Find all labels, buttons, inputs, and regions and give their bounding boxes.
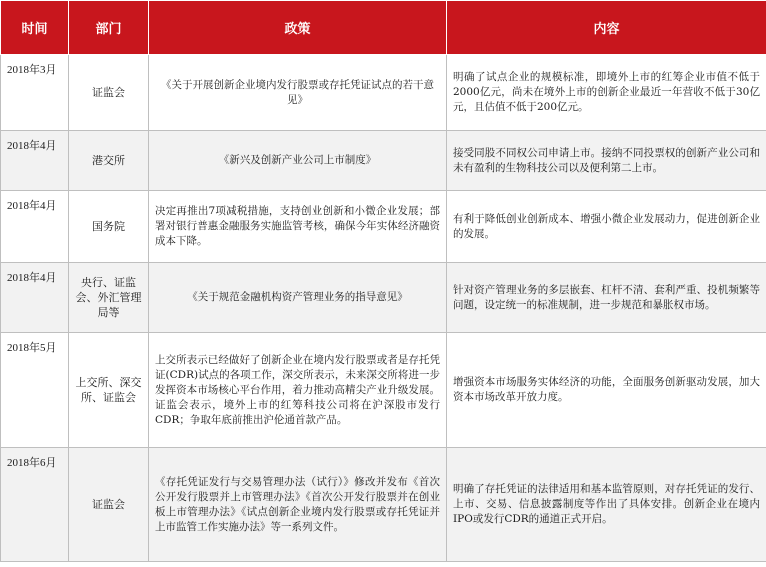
cell-dept: 港交所 (69, 131, 149, 191)
cell-dept: 证监会 (69, 448, 149, 562)
cell-time: 2018年4月 (1, 191, 69, 263)
cell-dept: 央行、证监会、外汇管理局等 (69, 263, 149, 333)
cell-content: 明确了试点企业的规模标准，即境外上市的红筹企业市值不低于2000亿元，尚未在境外上市的创新企业最近一年营收不低于30亿元，且估值不低于200亿元。 (447, 55, 766, 131)
cell-dept: 证监会 (69, 55, 149, 131)
cell-content: 增强资本市场服务实体经济的功能，全面服务创新驱动发展，加大资本市场改革开放力度。 (447, 333, 766, 448)
cell-content: 接受同股不同权公司申请上市。接纳不同投票权的创新产业公司和未有盈利的生物科技公司以及便利第二上市。 (447, 131, 766, 191)
table-row (1, 55, 766, 131)
table-row (1, 448, 766, 562)
cell-policy: 上交所表示已经做好了创新企业在境内发行股票或者是存托凭证(CDR)试点的各项工作，深交所表示，未来深交所将进一步发挥资本市场核心平台作用，着力推动高精尖产业升级发展。证监会表示，境外上市的红筹科技公司将在沪深股市发行CDR；争取年底前推出沪伦通首款产品。 (149, 333, 447, 448)
cell-policy: 《关于开展创新企业境内发行股票或存托凭证试点的若干意见》 (149, 55, 447, 131)
header-content: 内容 (447, 1, 766, 55)
cell-time: 2018年5月 (1, 333, 69, 448)
header-dept: 部门 (69, 1, 149, 55)
cell-content: 明确了存托凭证的法律适用和基本监管原则，对存托凭证的发行、上市、交易、信息披露制度等作出了具体安排。创新企业在境内IPO或发行CDR的通道正式开启。 (447, 448, 766, 562)
cell-content: 有利于降低创业创新成本、增强小微企业发展动力，促进创新企业的发展。 (447, 191, 766, 263)
header-time: 时间 (1, 1, 69, 55)
cell-time: 2018年4月 (1, 263, 69, 333)
table-row (1, 191, 766, 263)
cell-dept: 国务院 (69, 191, 149, 263)
cell-policy: 《存托凭证发行与交易管理办法（试行）》修改并发布《首次公开发行股票并上市管理办法》《首次公开发行股票并在创业板上市管理办法》《试点创新企业境内发行股票或存托凭证并上市监管工作实施办法》等一系列文件。 (149, 448, 447, 562)
cell-dept: 上交所、深交所、证监会 (69, 333, 149, 448)
cell-time: 2018年6月 (1, 448, 69, 562)
cell-policy: 《关于规范金融机构资产管理业务的指导意见》 (149, 263, 447, 333)
cell-policy: 决定再推出7项减税措施，支持创业创新和小微企业发展；部署对银行普惠金融服务实施监管考核，确保今年实体经济融资成本下降。 (149, 191, 447, 263)
header-policy: 政策 (149, 1, 447, 55)
table-row (1, 131, 766, 191)
table-row (1, 333, 766, 448)
cell-policy: 《新兴及创新产业公司上市制度》 (149, 131, 447, 191)
cell-content: 针对资产管理业务的多层嵌套、杠杆不清、套利严重、投机频繁等问题，设定统一的标准规制，进一步规范和暴胀权市场。 (447, 263, 766, 333)
cell-time: 2018年3月 (1, 55, 69, 131)
cell-time: 2018年4月 (1, 131, 69, 191)
table-row (1, 263, 766, 333)
table-header-row (1, 1, 766, 55)
